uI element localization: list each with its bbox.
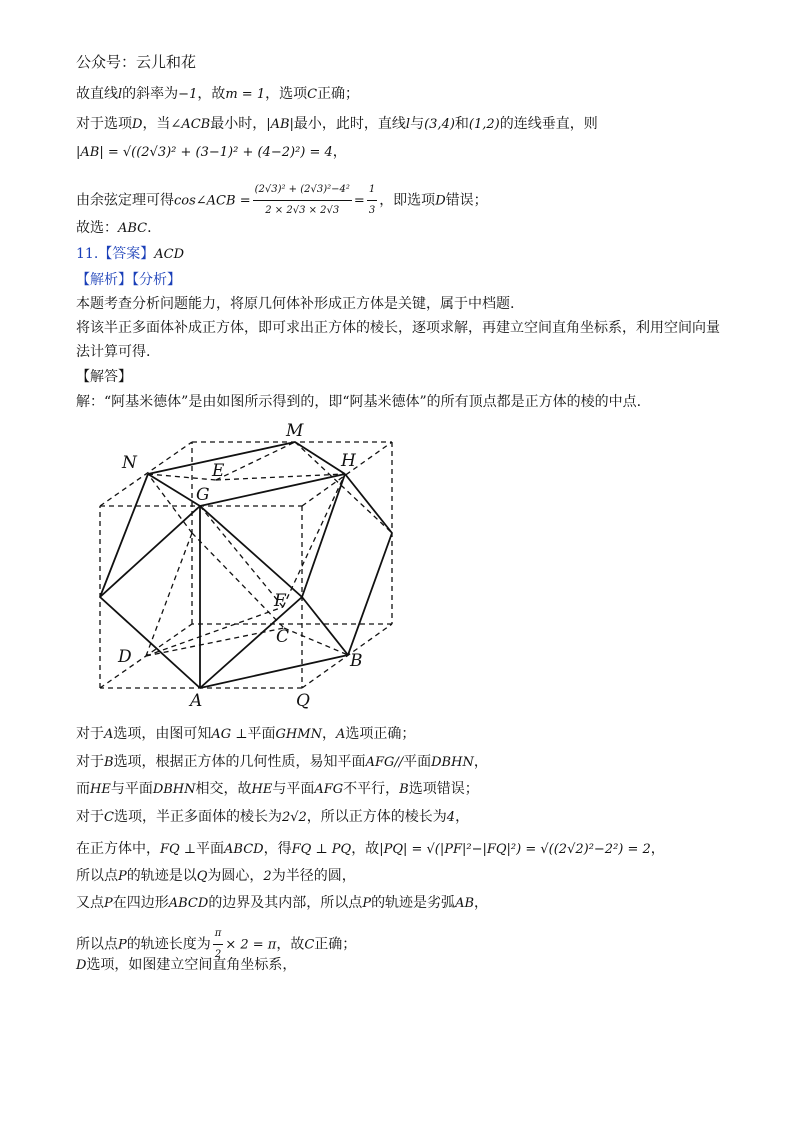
label-Q: Q bbox=[296, 691, 310, 711]
label-N: N bbox=[122, 453, 137, 473]
label-D: D bbox=[118, 647, 132, 667]
text-line-10: 法计算可得. bbox=[76, 344, 151, 360]
text-line-2: 对于选项D，当∠ACB最小时，|AB|最小，此时，直线l与(3,4)和(1,2)的连线垂直，则 bbox=[76, 116, 598, 132]
label-B: B bbox=[350, 651, 363, 671]
label-H: H bbox=[341, 451, 356, 471]
text-line-1: 故直线l的斜率为−1，故m = 1，选项C正确； bbox=[76, 86, 360, 102]
text-line-8: 本题考查分析问题能力，将原几何体补形成正方体是关键，属于中档题. bbox=[76, 296, 515, 312]
text-line-19: 又点P在四边形ABCD的边界及其内部，所以点P的轨迹是劣弧AB， bbox=[76, 895, 489, 911]
text-line-21: D选项，如图建立空间直角坐标系， bbox=[76, 957, 297, 973]
answer-line: 11.【答案】ACD bbox=[76, 246, 185, 262]
page-header: 公众号：云儿和花 bbox=[76, 53, 197, 71]
text-line-14: 对于B选项，根据正方体的几何性质，易知平面AFG//平面DBHN， bbox=[76, 754, 488, 770]
solution-heading: 【解答】 bbox=[76, 369, 132, 385]
text-line-13: 对于A选项，由图可知AG ⊥平面GHMN，A选项正确； bbox=[76, 726, 416, 742]
label-F: F bbox=[274, 591, 286, 611]
fraction-one-third: $\frac{1}{3}$ bbox=[367, 180, 377, 221]
fraction-cos: $\frac{\text{(2√3)² + (2√3)²−4²}}{2 \times 2√3 \times 2√3}$ bbox=[253, 180, 352, 221]
text-line-17: 在正方体中，FQ ⊥平面ABCD，得FQ ⊥ PQ，故|PQ| = √(|PF|²−|FQ|²) = √((2√2)²−2²) = 2， bbox=[76, 841, 665, 857]
label-M: M bbox=[286, 421, 304, 441]
text-line-4: 由余弦定理可得cos∠ACB = $\frac{\text{(2√3)² + (2√3)²−4²}}{2 \times 2√3 \times 2√3}$ = $\frac{1}{3}$ ，即选项D错误； bbox=[76, 180, 488, 221]
label-C: C bbox=[276, 627, 290, 647]
archimedean-solid-figure bbox=[96, 416, 402, 712]
text-line-20: 所以点P的轨迹长度为 $\frac{\pi}{2}$ × 2 = π，故C正确； bbox=[76, 924, 356, 965]
label-G: G bbox=[196, 485, 210, 505]
analysis-heading: 【解析】【分析】 bbox=[76, 272, 181, 288]
label-A: A bbox=[190, 691, 203, 711]
text-line-15: 而HE与平面DBHN相交，故HE与平面AFG不平行，B选项错误； bbox=[76, 781, 479, 797]
label-E: E bbox=[212, 461, 225, 481]
text-line-5: 故选：ABC. bbox=[76, 220, 152, 236]
text-line-18: 所以点P的轨迹是以Q为圆心，2为半径的圆， bbox=[76, 868, 356, 884]
text-line-3: |AB| = √((2√3)² + (3−1)² + (4−2)²) = 4， bbox=[76, 144, 347, 160]
text-line-9: 将该半正多面体补成正方体，即可求出正方体的棱长，逐项求解，再建立空间直角坐标系，利用空间向量 bbox=[76, 320, 720, 336]
fraction-pi-half: $\frac{\pi}{2}$ bbox=[213, 924, 224, 965]
text-line-12: 解：“阿基米德体”是由如图所示得到的，即“阿基米德体”的所有顶点都是正方体的棱的中点. bbox=[76, 394, 642, 410]
text-line-16: 对于C选项，半正多面体的棱长为2√2，所以正方体的棱长为4， bbox=[76, 809, 470, 825]
